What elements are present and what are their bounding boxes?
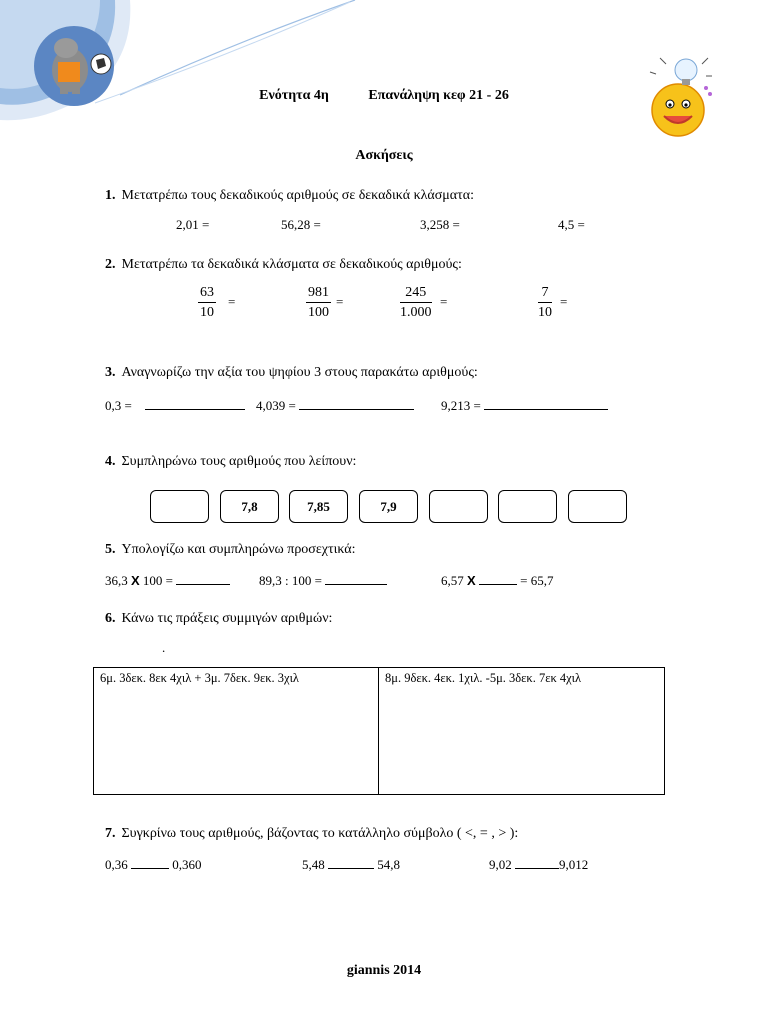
answer-blank[interactable] bbox=[484, 396, 608, 410]
answer-blank[interactable] bbox=[299, 396, 414, 410]
answer-blank[interactable] bbox=[131, 855, 169, 869]
answer-blank[interactable] bbox=[145, 396, 245, 410]
ex2-equals: = bbox=[560, 294, 568, 309]
sequence-box[interactable] bbox=[429, 490, 488, 523]
ex2-fraction: $\frac{7}{10}$ bbox=[538, 285, 552, 320]
ex1-item: 2,01 = bbox=[176, 217, 210, 232]
exercise-1-instruction: 1. Μετατρέπω τους δεκαδικούς αριθμούς σε δεκαδικά κλάσματα: bbox=[105, 188, 474, 203]
answer-blank[interactable] bbox=[325, 571, 387, 585]
answer-blank[interactable] bbox=[515, 855, 559, 869]
ex2-equals: = bbox=[336, 294, 344, 309]
ex2-equals: = bbox=[440, 294, 448, 309]
sequence-box[interactable]: 7,85 bbox=[289, 490, 348, 523]
exercise-6-instruction: 6. Κάνω τις πράξεις συμμιγών αριθμών: bbox=[105, 611, 333, 626]
ex3-item: 0,3 = bbox=[105, 396, 245, 414]
review-label: Επανάληψη κεφ 21 - 26 bbox=[368, 88, 509, 103]
ex1-item: 4,5 = bbox=[558, 217, 585, 232]
ex6-left-cell[interactable]: 6μ. 3δεκ. 8εκ 4χιλ + 3μ. 7δεκ. 9εκ. 3χιλ bbox=[94, 668, 379, 794]
exercise-4-instruction: 4. Συμπληρώνω τους αριθμούς που λείπουν: bbox=[105, 454, 357, 469]
exercise-5-instruction: 5. Υπολογίζω και συμπληρώνω προσεχτικά: bbox=[105, 542, 356, 557]
ex2-fraction: $\frac{245}{1.000}$ bbox=[400, 285, 432, 320]
answer-blank[interactable] bbox=[176, 571, 230, 585]
ex2-fraction: $\frac{981}{100}$ bbox=[308, 285, 329, 320]
sequence-box[interactable] bbox=[568, 490, 627, 523]
ex7-pair: 5,48 54,8 bbox=[302, 857, 400, 872]
ex5-item-b: 89,3 : 100 = bbox=[259, 571, 387, 589]
ex6-table bbox=[93, 667, 665, 795]
ex5-item-a: 36,3 X 100 = bbox=[105, 571, 230, 589]
ex7-pair: 0,36 0,360 bbox=[105, 857, 202, 872]
answer-blank[interactable] bbox=[328, 855, 374, 869]
ex6-right-cell[interactable]: 8μ. 9δεκ. 4εκ. 1χιλ. -5μ. 3δεκ. 7εκ 4χιλ bbox=[385, 671, 582, 685]
exercise-3-instruction: 3. Αναγνωρίζω την αξία του ψηφίου 3 στους παρακάτω αριθμούς: bbox=[105, 365, 478, 380]
ex3-item: 9,213 = bbox=[441, 396, 608, 414]
unit-label: Ενότητα 4η bbox=[259, 88, 329, 103]
sequence-box[interactable]: 7,9 bbox=[359, 490, 418, 523]
answer-blank[interactable] bbox=[479, 571, 517, 585]
sequence-box[interactable] bbox=[498, 490, 557, 523]
footer-author: giannis 2014 bbox=[346, 963, 422, 978]
ex7-pair: 9,02 9,012 bbox=[489, 857, 589, 872]
ex1-item: 3,258 = bbox=[420, 217, 460, 232]
page-title bbox=[0, 88, 768, 104]
exercise-7-instruction: 7. Συγκρίνω τους αριθμούς, βάζοντας το κατάλληλο σύμβολο ( <, = , > ): bbox=[105, 826, 519, 841]
ex5-item-c: 6,57 X = 65,7 bbox=[441, 573, 554, 588]
ex3-item: 4,039 = bbox=[256, 396, 414, 414]
exercises-heading: Ασκήσεις bbox=[355, 148, 413, 163]
exercise-2-instruction: 2. Μετατρέπω τα δεκαδικά κλάσματα σε δεκαδικούς αριθμούς: bbox=[105, 257, 462, 272]
stray-dot: . bbox=[162, 640, 166, 655]
ex2-fraction: $\frac{63}{10}$ bbox=[200, 285, 214, 320]
sequence-box[interactable] bbox=[150, 490, 209, 523]
ex2-equals: = bbox=[228, 294, 236, 309]
ex1-item: 56,28 = bbox=[281, 217, 321, 232]
sequence-box[interactable]: 7,8 bbox=[220, 490, 279, 523]
